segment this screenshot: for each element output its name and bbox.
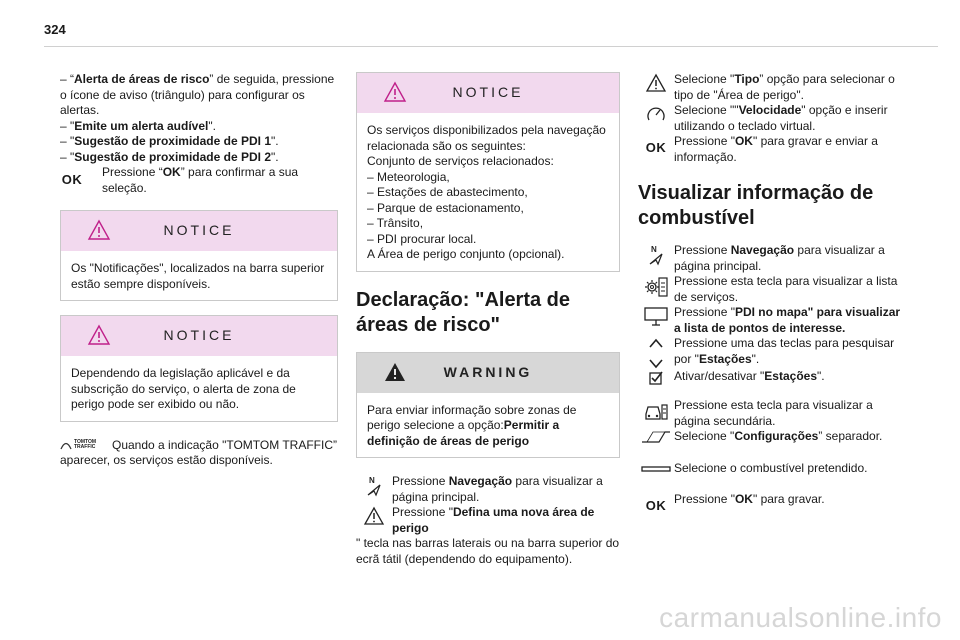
step-services: Pressione esta tecla para visualizar a lista de serviços. (638, 274, 910, 305)
step-navigation: N Pressione Navegação para visualizar a página principal. (356, 474, 620, 505)
notice-title: NOTICE (452, 84, 524, 101)
column-3 (638, 72, 910, 514)
notice-box (60, 315, 338, 422)
notice-header (61, 211, 337, 251)
notice-line: – Parque de estacionamento, (367, 200, 524, 215)
intro-item: – "Sugestão de proximidade de PDI 1". (60, 134, 279, 148)
svg-text:N: N (651, 245, 657, 254)
step-type: Selecione "Tipo” opção para selecionar o tipo de "Área de perigo". (638, 72, 910, 103)
map-screen-icon (643, 306, 669, 326)
column-2 (356, 72, 620, 567)
ok-step: OK Pressione “OK” para confirmar a sua seleção. (61, 165, 299, 195)
notice-line: Conjunto de serviços relacionados: (367, 154, 554, 168)
notice-header (357, 73, 619, 113)
ok-icon: OK (645, 140, 667, 155)
svg-text:N: N (369, 476, 375, 485)
step-speed: Selecione ""Velocidade" opção e inserir utilizando o teclado virtual. (638, 103, 910, 134)
warning-triangle-icon (383, 361, 407, 383)
tomtom-paragraph (60, 438, 338, 469)
step-secondary-page: Pressione esta tecla para visualizar a página secundária. (638, 398, 910, 429)
navigation-arrow-icon (647, 244, 665, 266)
step-select-fuel: Selecione o combustível pretendido. (638, 461, 910, 477)
step-settings-tab: Selecione "Configurações” separador. (638, 429, 910, 445)
section-heading: Declaração: "Alerta de áreas de risco" (356, 288, 571, 336)
intro-item: – "Sugestão de proximidade de PDI 2". (60, 149, 279, 164)
step-ok-save: OK Pressione "OK" para gravar. (645, 492, 825, 513)
tomtom-traffic-logo: TOMTOM TRAFFIC (60, 440, 98, 450)
step-navigation: N Pressione Navegação para visualizar a página principal. (638, 243, 910, 274)
notice-box (60, 210, 338, 301)
top-rule (44, 46, 938, 47)
notice-title: NOTICE (163, 222, 235, 239)
section-heading: Visualizar informação de combustível (638, 182, 874, 229)
warning-text: Para enviar informação sobre zonas de perigo selecione a opção:Permitir a definição de áreas de perigo (367, 402, 577, 448)
warning-header (357, 353, 619, 393)
notice-line: – Trânsito, (367, 216, 424, 230)
notice-line: A Área de perigo conjunto (opcional). (367, 247, 565, 261)
step-poi-map: Pressione "PDI no mapa" para visualizar a lista de pontos de interesse. (638, 305, 910, 336)
tab-icon (641, 430, 671, 444)
ok-icon: OK (61, 172, 83, 187)
warning-box (356, 352, 620, 459)
intro-item: – “Alerta de áreas de risco” de seguida, pressione o ícone de aviso (triângulo) para configurar os alertas. (60, 72, 335, 117)
warning-triangle-icon (383, 81, 407, 103)
step-ok-send: OK Pressione "OK" para gravar e enviar a informação. (645, 134, 878, 164)
tomtom-text: Quando a indicação "TOMTOM TRAFFIC” aparecer, os serviços estão disponíveis. (60, 437, 337, 467)
notice-line: – PDI procurar local. (367, 231, 477, 246)
warning-triangle-icon (87, 219, 111, 241)
warning-triangle-icon (645, 73, 667, 93)
chevron-down-icon (648, 357, 664, 369)
selection-bar-icon (641, 462, 671, 476)
notice-line: Os serviços disponibilizados pela navegação relacionada são os seguintes: (367, 123, 606, 153)
notice-line: – Estações de abastecimento, (367, 185, 528, 199)
step-toggle-stations: Ativar/desativar "Estações". (638, 369, 910, 386)
speedometer-icon (645, 104, 667, 124)
warning-triangle-icon (87, 324, 111, 346)
car-settings-icon (643, 399, 669, 425)
ok-icon: OK (645, 498, 667, 513)
checkbox-icon (648, 370, 664, 386)
notice-box (356, 72, 620, 272)
warning-triangle-icon (363, 506, 385, 526)
warning-title: WARNING (443, 363, 533, 380)
notice-header (61, 316, 337, 356)
notice-text: Dependendo da legislação aplicável e da subscrição do serviço, o alerta de zona de perigo pode ser exibido ou não. (71, 366, 296, 411)
intro-item: – "Emite um alerta audível". (60, 118, 216, 133)
services-gear-icon (644, 275, 668, 299)
column-1 (60, 72, 338, 469)
notice-title: NOTICE (163, 327, 235, 344)
watermark: carmanualsonline.info (659, 602, 942, 633)
navigation-arrow-icon (365, 475, 383, 497)
step-search-stations: Pressione uma das teclas para pesquisar por "Estações". (638, 336, 910, 369)
chevron-up-icon (648, 337, 664, 349)
notice-text: Os "Notificações", localizados na barra superior estão sempre disponíveis. (71, 261, 325, 291)
notice-line: – Meteorologia, (367, 169, 450, 184)
step-define-area-cont: " tecla nas barras laterais ou na barra superior do ecrã tátil (dependendo do equipamento). (356, 536, 620, 566)
step-define-area: Pressione "Defina uma nova área de perigo (356, 505, 620, 536)
page-number: 324 (44, 22, 66, 37)
